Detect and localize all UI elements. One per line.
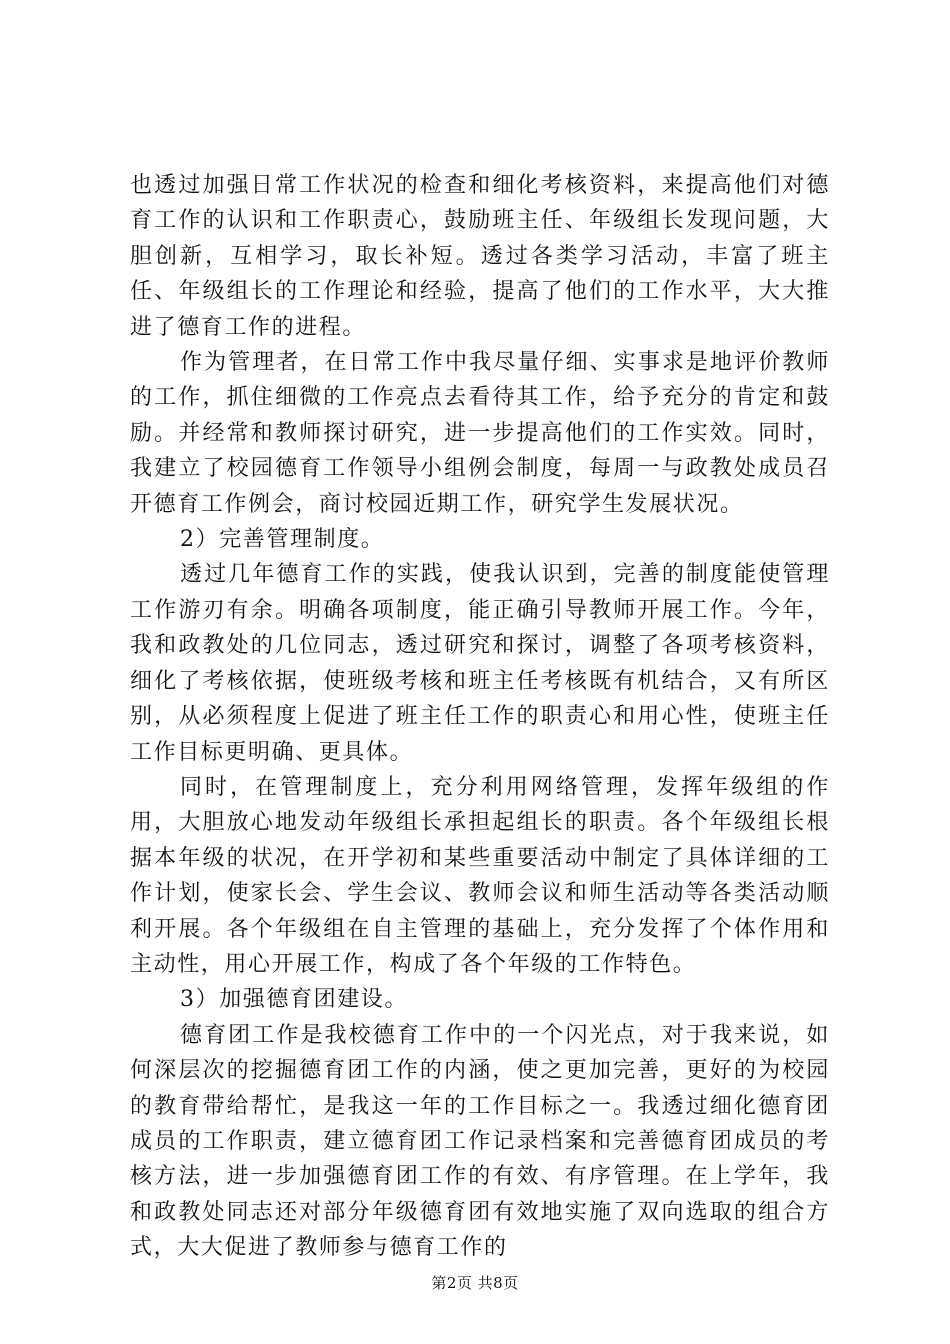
section-heading-moral-team: 3）加强德育团建设。 [180,987,408,1013]
section-heading-management-system: 2）完善管理制度。 [180,527,385,553]
paragraph-manager-role: 作为管理者，在日常工作中我尽量仔细、实事求是地评价教师的工作，抓住细微的工作亮点去看待其工作，给予充分的肯定和鼓励。并经常和教师探讨研究，进一步提高他们的工作实效。同时，我建立了校园德育工作领导小组例会制度，每周一与政教处成员召开德育工作例会，商讨校园近期工作，研究学生发展状况。 [130,350,830,517]
paragraph-moral-team: 德育团工作是我校德育工作中的一个闪光点，对于我来说，如何深层次的挖掘德育团工作的内涵，使之更加完善，更好的为校园的教育带给帮忙，是我这一年的工作目标之一。我透过细化德育团成员的工作职责，建立德育团工作记录档案和完善德育团成员的考核方法，进一步加强德育团工作的有效、有序管理。在上学年，我和政教处同志还对部分年级德育团有效地实施了双向选取的组合方式，大大促进了教师参与德育工作的 [130,1022,830,1261]
paragraph-continued: 也透过加强日常工作状况的检查和细化考核资料，来提高他们对德育工作的认识和工作职责心，鼓励班主任、年级组长发现问题，大胆创新，互相学习，取长补短。透过各类学习活动，丰富了班主任、年级组长的工作理论和经验，提高了他们的工作水平，大大推进了德育工作的进程。 [130,173,830,340]
paragraph-management-system: 透过几年德育工作的实践，使我认识到，完善的制度能使管理工作游刃有余。明确各项制度，能正确引导教师开展工作。今年，我和政教处的几位同志，透过研究和探讨，调整了各项考核资料，细化了考核依据，使班级考核和班主任考核既有机结合，又有所区别，从必须程度上促进了班主任工作的职责心和用心性，使班主任工作目标更明确、更具体。 [130,562,830,765]
page-number-footer: 第2页 共8页 [431,1274,519,1292]
paragraph-grade-groups: 同时，在管理制度上，充分利用网络管理，发挥年级组的作用，大胆放心地发动年级组长承担起组长的职责。各个年级组长根据本年级的状况，在开学初和某些重要活动中制定了具体详细的工作计划，使家长会、学生会议、教师会议和师生活动等各类活动顺利开展。各个年级组在自主管理的基础上，充分发挥了个体作用和主动性，用心开展工作，构成了各个年级的工作特色。 [130,774,830,977]
document-body [130,168,830,1266]
